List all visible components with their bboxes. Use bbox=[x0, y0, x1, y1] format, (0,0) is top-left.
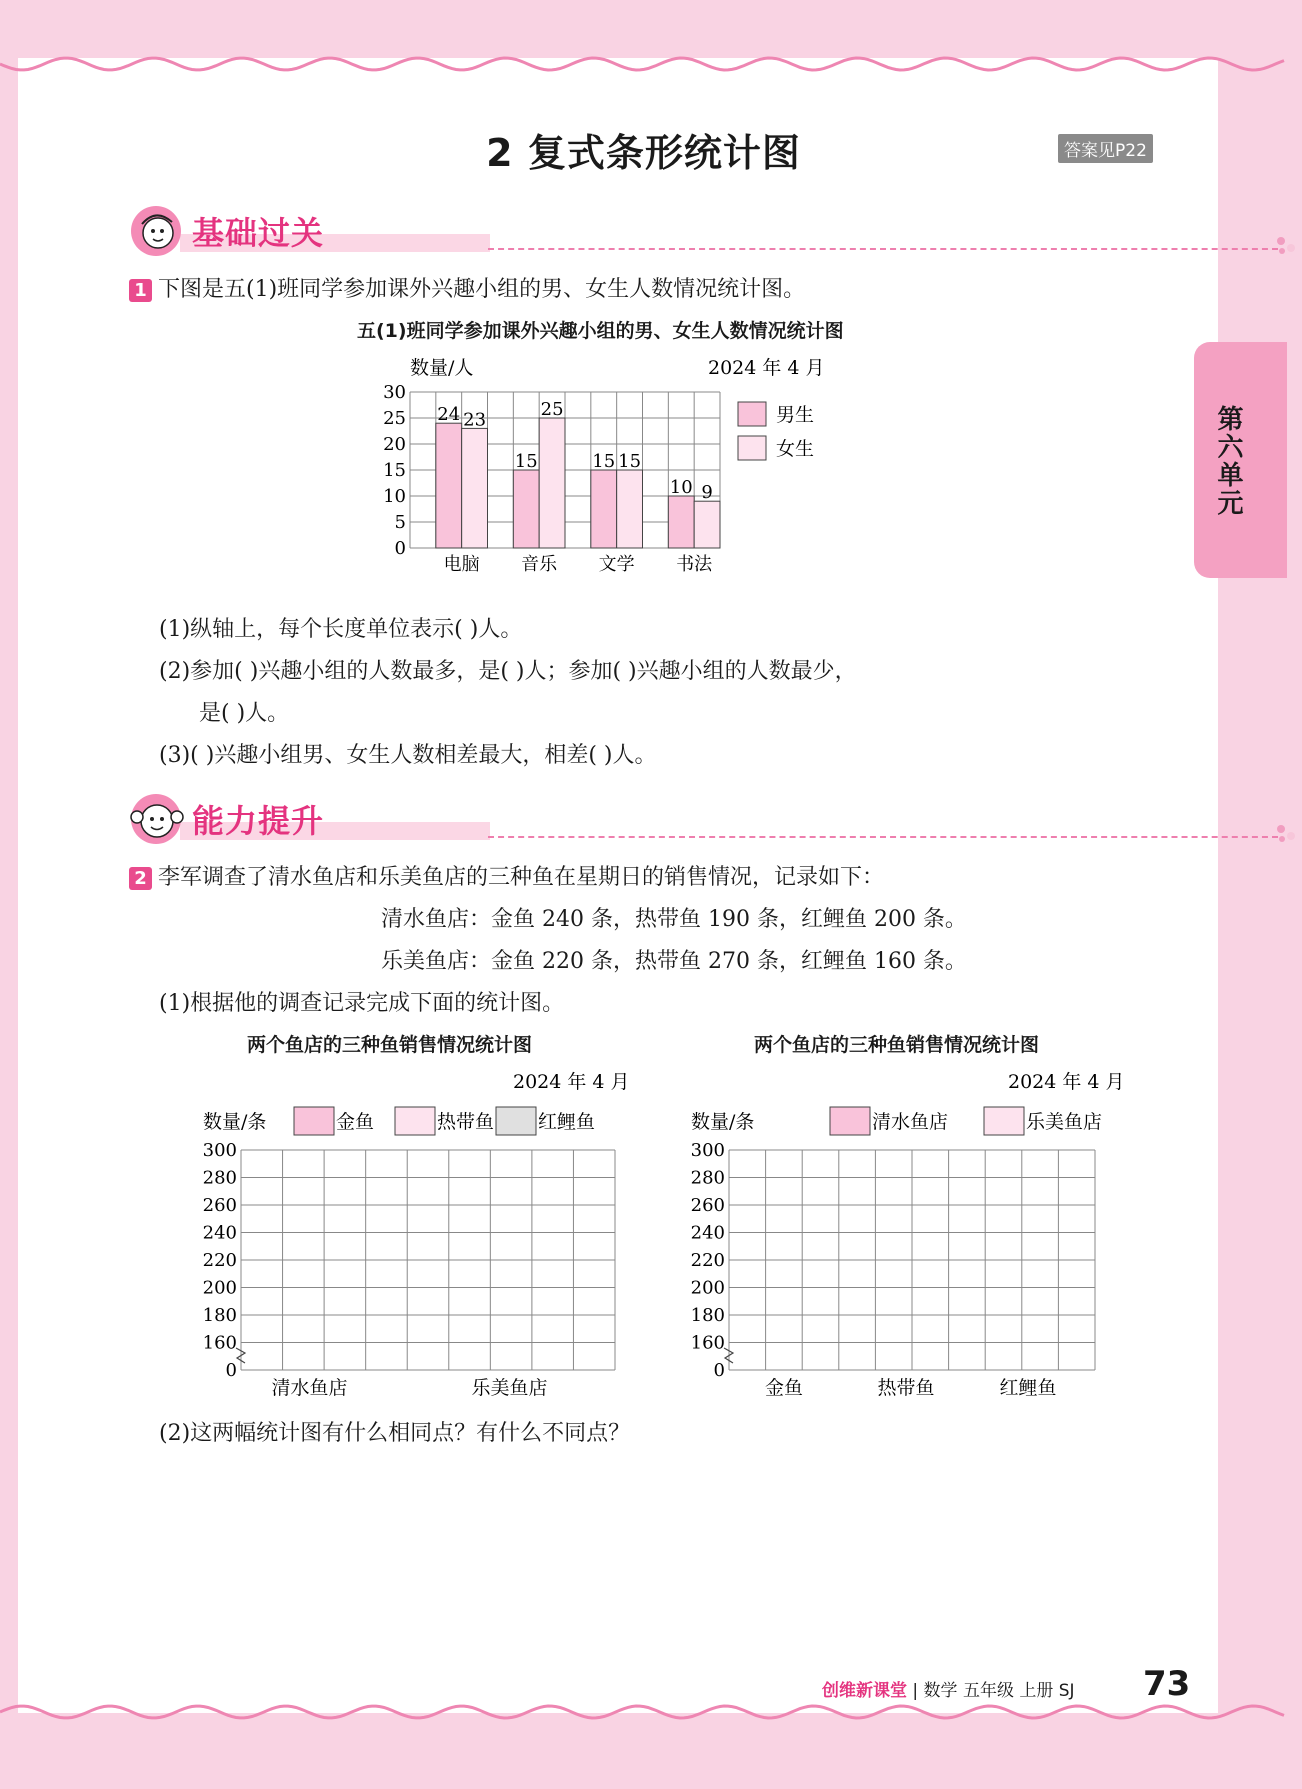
mascot-monkey-icon bbox=[128, 792, 186, 846]
q2-sub1: (1)根据他的调查记录完成下面的统计图。 bbox=[159, 991, 565, 1016]
chart1-data-label: 23 bbox=[463, 409, 487, 431]
q2-number-badge: 2 bbox=[129, 867, 152, 890]
chart3-legend-swatch bbox=[984, 1107, 1024, 1135]
chart3-ytick: 280 bbox=[690, 1167, 725, 1189]
footer bbox=[822, 1676, 1075, 1701]
chart3-y-axis bbox=[691, 1140, 725, 1381]
chart2-ytick: 280 bbox=[202, 1167, 237, 1189]
chart2-ytick: 260 bbox=[202, 1195, 237, 1216]
chart1-legend-label: 女生 bbox=[776, 438, 815, 460]
section-header-advanced bbox=[128, 792, 1168, 842]
chart2-title: 两个鱼店的三种鱼销售情况统计图 bbox=[247, 1034, 533, 1056]
chart1-ytick: 25 bbox=[383, 408, 406, 429]
answer-reference: 答案见P22 bbox=[1058, 134, 1153, 163]
chart3-ytick: 180 bbox=[690, 1305, 725, 1326]
chart1-legend bbox=[738, 402, 814, 460]
decor-dots-icon bbox=[1276, 824, 1302, 844]
chart2-ytick: 160 bbox=[202, 1332, 237, 1354]
chart2-blank-grid bbox=[195, 1060, 645, 1410]
section-title-advanced: 能力提升 bbox=[192, 802, 325, 840]
chart2-unit-label: 数量/条 bbox=[203, 1111, 267, 1133]
chart1-data-label: 10 bbox=[669, 477, 693, 498]
chart2-legend-swatch bbox=[395, 1107, 435, 1135]
chart1-xtick: 电脑 bbox=[443, 554, 480, 575]
axis-break-icon bbox=[724, 1348, 733, 1363]
chart3-xtick: 热带鱼 bbox=[877, 1377, 935, 1399]
chart2-ytick: 220 bbox=[202, 1250, 237, 1271]
chart2-legend-swatch bbox=[496, 1107, 536, 1135]
section-divider bbox=[488, 248, 1278, 250]
bottom-wave-border bbox=[0, 1692, 1287, 1732]
chart1-bar bbox=[513, 470, 539, 548]
chart1-title: 五(1)班同学参加课外兴趣小组的男、女生人数情况统计图 bbox=[357, 320, 844, 342]
chart1-bar bbox=[591, 470, 617, 548]
chart3-ytick: 260 bbox=[690, 1195, 725, 1216]
q2-intro-text: 李军调查了清水鱼店和乐美鱼店的三种鱼在星期日的销售情况，记录如下： bbox=[158, 865, 885, 890]
chart1-data-label: 24 bbox=[437, 404, 461, 426]
chart2-xtick: 乐美鱼店 bbox=[471, 1377, 548, 1399]
unit-side-tab-label: 第六单元 bbox=[1213, 405, 1243, 517]
chart1-ytick: 30 bbox=[383, 382, 406, 403]
chart1-xtick: 书法 bbox=[676, 554, 713, 575]
q1-sub2-cont: 是( )人。 bbox=[199, 701, 290, 726]
chart2-ytick: 200 bbox=[202, 1277, 237, 1299]
q2-record-qingshui: 清水鱼店：金鱼 240 条，热带鱼 190 条，红鲤鱼 200 条。 bbox=[381, 907, 967, 932]
chart3-xtick: 红鲤鱼 bbox=[999, 1377, 1057, 1399]
chart3-ytick: 200 bbox=[690, 1277, 725, 1299]
q1-intro bbox=[129, 272, 805, 303]
decor-dots-icon bbox=[1276, 236, 1302, 256]
chart1-ytick: 0 bbox=[394, 538, 406, 559]
chart2-y-axis bbox=[203, 1140, 237, 1381]
mascot-girl-icon bbox=[128, 204, 186, 258]
chart3-ytick: 300 bbox=[690, 1140, 725, 1161]
page-number: 73 bbox=[1143, 1664, 1191, 1704]
chart2-grid[interactable] bbox=[236, 1150, 615, 1370]
chart3-ytick: 0 bbox=[713, 1360, 725, 1381]
footer-subject: | 数学 五年级 上册 SJ bbox=[912, 1681, 1075, 1701]
chart3-ytick: 160 bbox=[690, 1332, 725, 1354]
q2-intro bbox=[129, 860, 884, 891]
q1-sub1: (1)纵轴上，每个长度单位表示( )人。 bbox=[159, 617, 523, 642]
chart3-ytick: 220 bbox=[690, 1250, 725, 1271]
q1-sub2: (2)参加( )兴趣小组的人数最多，是( )人；参加( )兴趣小组的人数最少， bbox=[159, 659, 857, 684]
chart2-xtick: 清水鱼店 bbox=[271, 1377, 348, 1399]
chart1-data-label: 15 bbox=[514, 451, 538, 472]
chart1-data-label: 15 bbox=[618, 451, 642, 472]
chart3-unit-label: 数量/条 bbox=[691, 1111, 755, 1133]
chart1-bar bbox=[668, 496, 694, 548]
section-title-basic: 基础过关 bbox=[192, 214, 325, 252]
chart3-grid[interactable] bbox=[724, 1150, 1095, 1370]
chart3-ytick: 240 bbox=[690, 1222, 725, 1244]
chart1-xtick: 音乐 bbox=[521, 554, 558, 575]
chart2-date: 2024 年 4 月 bbox=[513, 1071, 630, 1093]
chart3-x-axis bbox=[765, 1377, 1057, 1399]
chart1-ytick: 15 bbox=[383, 460, 406, 481]
chart1-legend-swatch bbox=[738, 402, 766, 426]
chart1-legend-swatch bbox=[738, 436, 766, 460]
chart1-bar bbox=[436, 423, 462, 548]
q2-sub2: (2)这两幅统计图有什么相同点？有什么不同点？ bbox=[159, 1421, 631, 1446]
chart1-date: 2024 年 4 月 bbox=[708, 357, 825, 379]
chart1-ytick: 20 bbox=[383, 434, 406, 455]
chart2-legend-label: 金鱼 bbox=[336, 1111, 375, 1133]
chart1-bar bbox=[694, 501, 720, 548]
chart2-ytick: 180 bbox=[202, 1305, 237, 1326]
chart2-ytick: 240 bbox=[202, 1222, 237, 1244]
chart3-legend-label: 乐美鱼店 bbox=[1026, 1111, 1103, 1133]
chart2-legend-label: 热带鱼 bbox=[437, 1111, 495, 1133]
top-wave-border bbox=[0, 44, 1287, 84]
chart3-xtick: 金鱼 bbox=[764, 1377, 804, 1399]
chart3-legend-swatch bbox=[830, 1107, 870, 1135]
q1-sub3: (3)( )兴趣小组男、女生人数相差最大，相差( )人。 bbox=[159, 743, 657, 768]
chart1-bar bbox=[539, 418, 565, 548]
chart1-unit-label: 数量/人 bbox=[410, 357, 474, 379]
chart1-data-label: 25 bbox=[540, 399, 564, 420]
chart2-ytick: 300 bbox=[202, 1140, 237, 1161]
chart1-xtick: 文学 bbox=[598, 554, 635, 575]
section-header-basic bbox=[128, 204, 1168, 254]
chart3-date: 2024 年 4 月 bbox=[1008, 1071, 1125, 1093]
chart2-legend-swatch bbox=[294, 1107, 334, 1135]
chart1-legend-label: 男生 bbox=[776, 404, 815, 426]
chart1-bar bbox=[462, 428, 488, 548]
chart3-title: 两个鱼店的三种鱼销售情况统计图 bbox=[754, 1034, 1040, 1056]
q2-record-lemei: 乐美鱼店：金鱼 220 条，热带鱼 270 条，红鲤鱼 160 条。 bbox=[381, 949, 967, 974]
chart1-bar-chart bbox=[383, 350, 960, 600]
section-divider bbox=[488, 836, 1278, 838]
q1-intro-text: 下图是五(1)班同学参加课外兴趣小组的男、女生人数情况统计图。 bbox=[158, 277, 806, 302]
chart1-bars bbox=[436, 399, 720, 548]
chart1-data-label: 9 bbox=[701, 482, 713, 504]
chart3-blank-grid bbox=[683, 1060, 1163, 1410]
chart2-legend bbox=[294, 1107, 595, 1135]
chart2-x-axis bbox=[271, 1377, 547, 1399]
q1-number-badge: 1 bbox=[129, 279, 152, 302]
axis-break-icon bbox=[236, 1348, 245, 1363]
page-title: 2 复式条形统计图 bbox=[486, 131, 801, 175]
chart2-ytick: 0 bbox=[225, 1360, 237, 1381]
chart1-bar bbox=[617, 470, 643, 548]
chart3-legend bbox=[830, 1107, 1102, 1135]
chart2-legend-label: 红鲤鱼 bbox=[538, 1111, 596, 1133]
chart1-ytick: 10 bbox=[383, 486, 406, 507]
footer-brand: 创维新课堂 bbox=[822, 1681, 907, 1701]
chart3-legend-label: 清水鱼店 bbox=[872, 1111, 949, 1133]
chart1-data-label: 15 bbox=[592, 451, 616, 472]
chart1-ytick: 5 bbox=[394, 512, 406, 533]
chart1-x-axis bbox=[444, 554, 713, 575]
